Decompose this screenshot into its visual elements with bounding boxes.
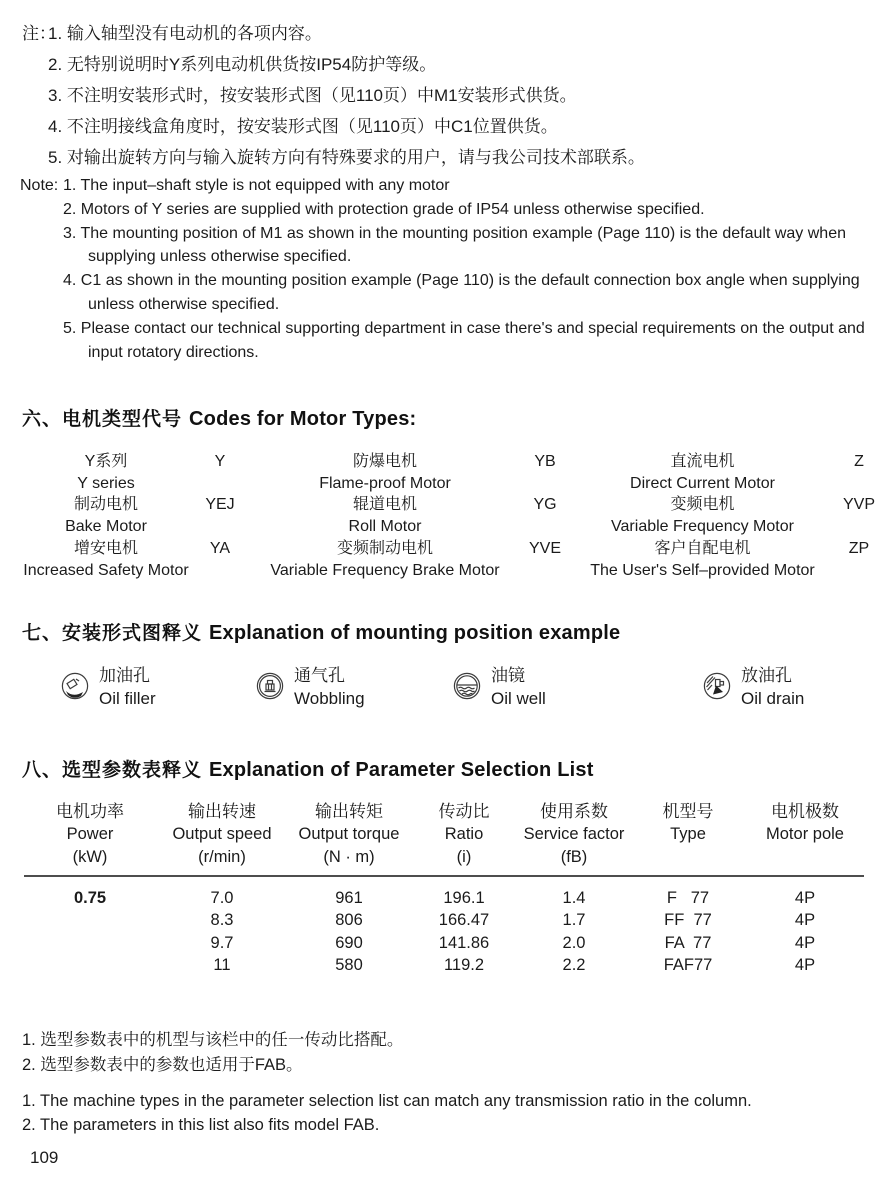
cell-torque: 806 xyxy=(335,911,363,930)
motor-name-en: Direct Current Motor xyxy=(630,474,775,492)
motor-code: YEJ xyxy=(205,496,235,514)
footer-note-en-1: 1. The machine types in the parameter selection list can match any transmission ratio in the column. xyxy=(22,1092,752,1110)
note-en-1: 1. The input–shaft style is not equipped with any motor xyxy=(63,177,450,194)
cell-speed: 7.0 xyxy=(210,888,234,907)
oil-sight-glass-icon xyxy=(452,671,482,706)
cell-ratio: 119.2 xyxy=(443,956,485,975)
section-title-cn: 八、选型参数表释义 xyxy=(22,760,203,781)
table-row xyxy=(24,932,864,955)
cell-speed: 11 xyxy=(213,956,231,975)
section-title-parameter-list xyxy=(22,755,594,782)
page-number: 109 xyxy=(30,1148,59,1167)
notes-english xyxy=(0,174,874,364)
note-cn-2: 2. 无特别说明时Y系列电动机供货按IP54防护等级。 xyxy=(48,55,437,74)
parameter-selection-table xyxy=(24,800,864,977)
cell-ratio: 196.1 xyxy=(443,888,485,907)
section-title-en: Explanation of mounting position example xyxy=(209,622,621,644)
table-row xyxy=(24,955,864,978)
legend-label-cn: 加油孔 xyxy=(99,666,150,685)
section-title-en: Explanation of Parameter Selection List xyxy=(209,759,594,781)
cell-torque: 961 xyxy=(335,888,363,907)
motor-name-cn: 辊道电机 xyxy=(352,496,417,514)
motor-name-en: Y series xyxy=(77,474,135,492)
section-title-cn: 七、安装形式图释义 xyxy=(22,623,203,644)
cell-type: FAF77 xyxy=(663,956,713,975)
column-header-motor-pole: 电机极数 Motor pole xyxy=(746,800,864,876)
note-en-2: 2. Motors of Y series are supplied with protection grade of IP54 unless otherwise specified. xyxy=(63,200,705,218)
column-header-output-torque: 输出转矩 Output torque (N · m) xyxy=(288,800,410,876)
motor-code: YG xyxy=(533,496,557,514)
column-header-power: 电机功率 Power (kW) xyxy=(24,800,156,876)
motor-name-cn: 直流电机 xyxy=(670,453,735,470)
cell-pole: 4P xyxy=(794,933,816,952)
motor-code: YA xyxy=(209,539,231,557)
cell-ratio: 166.47 xyxy=(438,911,490,930)
motor-name-en: Bake Motor xyxy=(65,518,147,536)
legend-label-en: Oil filler xyxy=(99,689,156,708)
legend-label-en: Wobbling xyxy=(294,689,365,708)
legend-label-en: Oil well xyxy=(491,689,546,708)
cell-pole: 4P xyxy=(794,888,816,907)
motor-name-cn: 变频电机 xyxy=(670,496,735,514)
cell-power xyxy=(24,910,156,933)
section-title-mounting xyxy=(22,618,620,645)
motor-code: ZP xyxy=(848,539,870,557)
motor-name-cn: 制动电机 xyxy=(73,496,138,514)
legend-label-cn: 通气孔 xyxy=(294,666,345,685)
motor-name-cn: Y系列 xyxy=(84,453,128,470)
table-header-row xyxy=(24,800,864,876)
motor-name-cn: 变频制动电机 xyxy=(336,539,433,557)
motor-codes-table xyxy=(22,451,883,581)
cell-factor: 2.0 xyxy=(562,933,586,952)
footer-note-cn-2: 2. 选型参数表中的参数也适用于FAB。 xyxy=(22,1055,303,1074)
cell-pole: 4P xyxy=(794,911,816,930)
legend-label-en: Oil drain xyxy=(741,689,805,708)
cell-pole: 4P xyxy=(794,956,816,975)
note-en-5: 5. Please contact our technical supporting department in case there's and special requirements on the output and input rotatory directions. xyxy=(63,319,865,361)
legend-label-cn: 放油孔 xyxy=(741,666,792,685)
section-title-en: Codes for Motor Types: xyxy=(189,408,417,430)
legend-item-oil-sight xyxy=(452,664,702,710)
footer-notes-chinese xyxy=(22,1028,882,1077)
column-header-output-speed: 输出转速 Output speed (r/min) xyxy=(156,800,288,876)
motor-name-en: Variable Frequency Motor xyxy=(611,518,794,536)
note-en-3: 3. The mounting position of M1 as shown in the mounting position example (Page 110) is the default way when supplying unless otherwise specified. xyxy=(63,224,846,266)
cell-type: FA 77 xyxy=(664,933,712,952)
cell-power xyxy=(24,932,156,955)
motor-code: YB xyxy=(534,453,556,470)
motor-name-en: Roll Motor xyxy=(348,518,422,536)
legend-item-oil-filler xyxy=(60,664,255,710)
motor-name-cn: 增安电机 xyxy=(73,539,138,557)
motor-code: YVE xyxy=(528,539,561,557)
footer-note-cn-1: 1. 选型参数表中的机型与该栏中的任一传动比搭配。 xyxy=(22,1031,404,1049)
table-row xyxy=(24,910,864,933)
section-title-cn: 六、电机类型代号 xyxy=(22,409,183,430)
cell-factor: 2.2 xyxy=(562,956,586,975)
motor-name-cn: 客户自配电机 xyxy=(654,539,751,557)
motor-code: YVP xyxy=(842,496,875,514)
oil-drain-icon xyxy=(702,671,732,706)
cell-speed: 9.7 xyxy=(210,933,234,952)
motor-name-cn: 防爆电机 xyxy=(352,453,417,470)
note-cn-1: 1. 输入轴型没有电动机的各项内容。 xyxy=(48,24,322,43)
column-header-type: 机型号 Type xyxy=(630,800,746,876)
oil-filler-icon xyxy=(60,671,90,706)
footer-notes xyxy=(22,1028,882,1137)
cell-torque: 690 xyxy=(335,933,363,952)
footer-note-en-2: 2. The parameters in this list also fits model FAB. xyxy=(22,1115,380,1134)
note-en-4: 4. C1 as shown in the mounting position example (Page 110) is the default connection box angle when supplying unless otherwise specified. xyxy=(63,272,860,313)
column-header-ratio: 传动比 Ratio (i) xyxy=(410,800,518,876)
cell-ratio: 141.86 xyxy=(438,933,490,952)
cell-torque: 580 xyxy=(335,956,363,975)
notes-chinese xyxy=(0,18,866,173)
note-cn-4: 4. 不注明接线盒角度时，按安装形式图（见110页）中C1位置供货。 xyxy=(48,117,558,136)
column-header-service-factor: 使用系数 Service factor (fB) xyxy=(518,800,630,876)
cell-type: F 77 xyxy=(666,888,710,907)
motor-name-en: Variable Frequency Brake Motor xyxy=(270,561,500,579)
legend-item-breather xyxy=(255,664,452,710)
table-row xyxy=(24,876,864,910)
motor-name-en: Flame-proof Motor xyxy=(319,474,451,492)
mounting-legend xyxy=(60,664,804,710)
motor-name-en: The User's Self–provided Motor xyxy=(590,561,815,579)
footer-notes-english xyxy=(22,1090,882,1137)
cell-factor: 1.7 xyxy=(562,911,586,930)
cell-factor: 1.4 xyxy=(562,888,586,907)
notes-en-prefix: Note: xyxy=(20,177,59,194)
notes-cn-prefix: 注： xyxy=(22,24,56,43)
note-cn-5: 5. 对输出旋转方向与输入旋转方向有特殊要求的用户，请与我公司技术部联系。 xyxy=(48,148,645,167)
motor-code: Z xyxy=(854,453,864,470)
section-title-motor-codes xyxy=(22,404,416,431)
cell-power xyxy=(24,955,156,978)
cell-type: FF 77 xyxy=(664,911,712,930)
breather-icon xyxy=(255,671,285,706)
cell-speed: 8.3 xyxy=(210,911,234,930)
legend-label-cn: 油镜 xyxy=(491,666,525,685)
motor-code: Y xyxy=(214,453,226,470)
motor-name-en: Increased Safety Motor xyxy=(23,561,189,579)
note-cn-3: 3. 不注明安装形式时，按安装形式图（见110页）中M1安装形式供货。 xyxy=(48,86,577,105)
cell-power: 0.75 xyxy=(73,888,107,907)
legend-item-oil-drain xyxy=(702,664,804,710)
